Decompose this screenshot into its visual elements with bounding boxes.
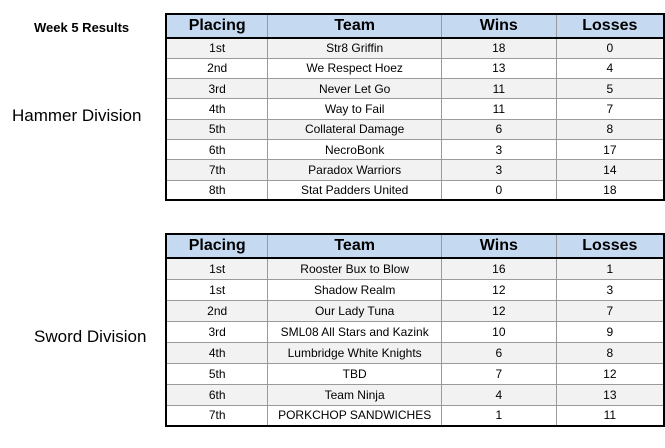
hammer-division-table	[165, 13, 665, 201]
team-cell: Way to Fail	[268, 99, 442, 119]
header-wins: Wins	[441, 234, 556, 258]
losses-cell: 7	[556, 300, 664, 321]
wins-cell: 6	[441, 119, 556, 139]
losses-cell: 4	[556, 58, 664, 78]
table-header-row	[166, 234, 664, 258]
team-cell: SML08 All Stars and Kazink	[268, 321, 442, 342]
losses-cell: 8	[556, 342, 664, 363]
header-placing: Placing	[166, 234, 268, 258]
wins-cell: 7	[441, 363, 556, 384]
header-placing: Placing	[166, 14, 268, 38]
week-results-title: Week 5 Results	[34, 20, 130, 35]
losses-cell: 5	[556, 79, 664, 99]
losses-cell: 14	[556, 160, 664, 180]
team-cell: PORKCHOP SANDWICHES	[268, 405, 442, 426]
hammer-division-label: Hammer Division	[12, 106, 142, 125]
table-row	[166, 79, 664, 99]
table-row	[166, 342, 664, 363]
placing-cell: 1st	[166, 38, 268, 58]
wins-cell: 10	[441, 321, 556, 342]
header-team: Team	[268, 234, 442, 258]
table-row	[166, 405, 664, 426]
team-cell: Stat Padders United	[268, 180, 442, 200]
wins-cell: 11	[441, 99, 556, 119]
wins-cell: 13	[441, 58, 556, 78]
wins-cell: 6	[441, 342, 556, 363]
losses-cell: 17	[556, 139, 664, 159]
header-wins: Wins	[441, 14, 556, 38]
losses-cell: 18	[556, 180, 664, 200]
wins-cell: 18	[441, 38, 556, 58]
losses-cell: 3	[556, 279, 664, 300]
placing-cell: 4th	[166, 99, 268, 119]
table-row	[166, 258, 664, 279]
table-row	[166, 160, 664, 180]
team-cell: TBD	[268, 363, 442, 384]
table-row	[166, 279, 664, 300]
placing-cell: 1st	[166, 258, 268, 279]
table-row	[166, 58, 664, 78]
team-cell: Team Ninja	[268, 384, 442, 405]
losses-cell: 8	[556, 119, 664, 139]
losses-cell: 9	[556, 321, 664, 342]
team-cell: Shadow Realm	[268, 279, 442, 300]
wins-cell: 3	[441, 139, 556, 159]
team-cell: Lumbridge White Knights	[268, 342, 442, 363]
placing-cell: 3rd	[166, 79, 268, 99]
table-row	[166, 99, 664, 119]
team-cell: Paradox Warriors	[268, 160, 442, 180]
wins-cell: 12	[441, 279, 556, 300]
wins-cell: 11	[441, 79, 556, 99]
team-cell: NecroBonk	[268, 139, 442, 159]
table-header-row	[166, 14, 664, 38]
team-cell: Rooster Bux to Blow	[268, 258, 442, 279]
team-cell: Our Lady Tuna	[268, 300, 442, 321]
placing-cell: 6th	[166, 139, 268, 159]
wins-cell: 3	[441, 160, 556, 180]
placing-cell: 6th	[166, 384, 268, 405]
header-losses: Losses	[556, 234, 664, 258]
losses-cell: 12	[556, 363, 664, 384]
table-row	[166, 38, 664, 58]
losses-cell: 7	[556, 99, 664, 119]
placing-cell: 2nd	[166, 58, 268, 78]
sword-division-table	[165, 233, 665, 427]
wins-cell: 12	[441, 300, 556, 321]
table-row	[166, 384, 664, 405]
placing-cell: 5th	[166, 363, 268, 384]
losses-cell: 0	[556, 38, 664, 58]
team-cell: Collateral Damage	[268, 119, 442, 139]
placing-cell: 1st	[166, 279, 268, 300]
table-row	[166, 180, 664, 200]
placing-cell: 7th	[166, 405, 268, 426]
wins-cell: 1	[441, 405, 556, 426]
placing-cell: 8th	[166, 180, 268, 200]
losses-cell: 13	[556, 384, 664, 405]
team-cell: Str8 Griffin	[268, 38, 442, 58]
sword-division-label: Sword Division	[34, 327, 147, 346]
team-cell: We Respect Hoez	[268, 58, 442, 78]
wins-cell: 16	[441, 258, 556, 279]
wins-cell: 0	[441, 180, 556, 200]
placing-cell: 3rd	[166, 321, 268, 342]
team-cell: Never Let Go	[268, 79, 442, 99]
losses-cell: 1	[556, 258, 664, 279]
table-row	[166, 300, 664, 321]
table-row	[166, 363, 664, 384]
wins-cell: 4	[441, 384, 556, 405]
table-row	[166, 119, 664, 139]
placing-cell: 7th	[166, 160, 268, 180]
placing-cell: 4th	[166, 342, 268, 363]
header-losses: Losses	[556, 14, 664, 38]
table-row	[166, 321, 664, 342]
table-row	[166, 139, 664, 159]
placing-cell: 2nd	[166, 300, 268, 321]
placing-cell: 5th	[166, 119, 268, 139]
losses-cell: 11	[556, 405, 664, 426]
header-team: Team	[268, 14, 442, 38]
